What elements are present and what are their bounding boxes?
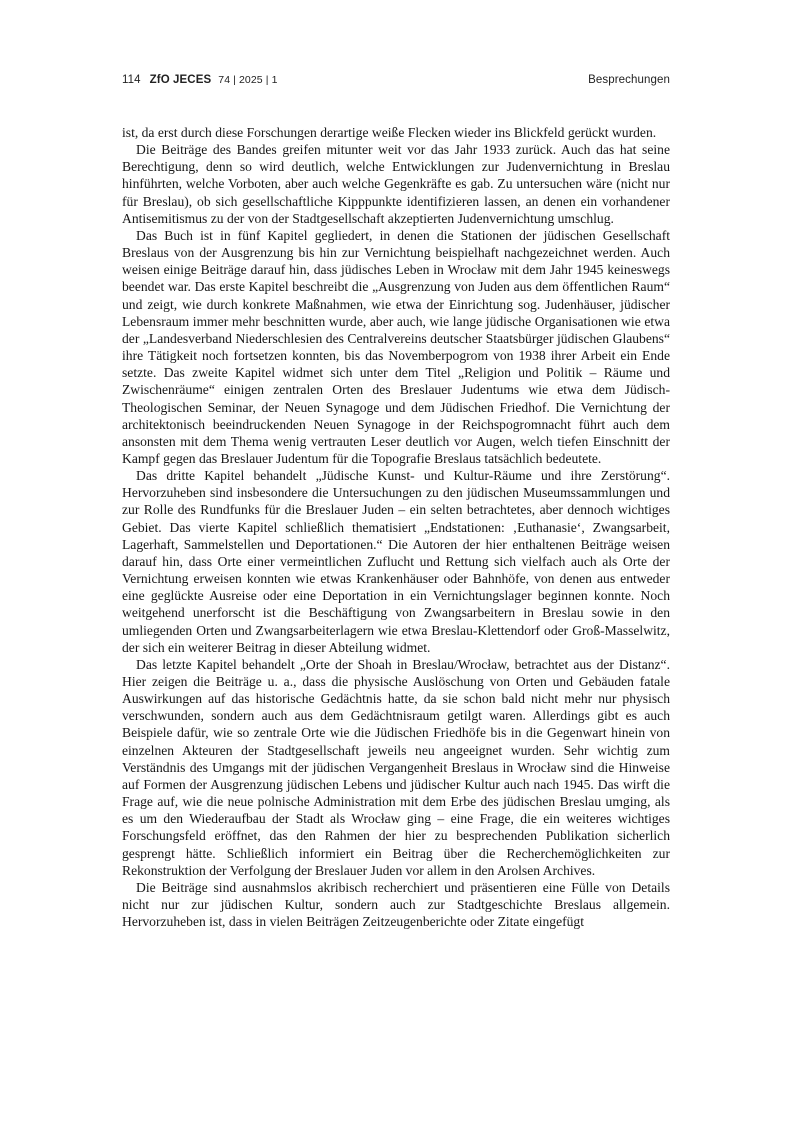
running-head-left (122, 74, 278, 86)
section-title: Besprechungen (588, 74, 670, 86)
journal-title: ZfO JECES (149, 74, 212, 86)
page-number: 114 (122, 74, 141, 86)
paragraph: Die Beiträge sind ausnahmslos akribisch recherchiert und präsentieren eine Fülle von Details nicht nur zur jüdischen Kultur, sondern auch zur Stadtgeschichte Breslaus allgemein. Hervorzuheben ist, dass in vielen Beiträgen Zeitzeugenberichte oder Zitate eingefügt (122, 879, 670, 930)
paragraph: Das dritte Kapitel behandelt „Jüdische Kunst- und Kultur-Räume und ihre Zerstörung“. Hervorzuheben sind insbesondere die Untersuchungen zu den jüdischen Museumssammlungen und zur Rolle des Rundfunks für die Breslauer Juden – ein selten betrachtetes, aber dennoch wichtiges Gebiet. Das vierte Kapitel schließlich thematisiert „Endstationen: ‚Euthanasie‘, Zwangsarbeit, Lagerhaft, Sammelstellen und Deportationen.“ Die Autoren der hier enthaltenen Beiträge weisen darauf hin, dass Orte einer vermeintlichen Zuflucht und Rettung sich vielfach auch als Orte der Vernichtung erweisen konnten wie etwas Krankenhäuser oder Bahnhöfe, von denen aus entweder eine geglückte Ausreise oder eine Deportation in ein Vernichtungslager beginnen konnte. Noch weitgehend unerforscht ist die Beschäftigung von Zwangsarbeitern in Breslau sowie in den umliegenden Orten und Zwangsarbeiterlagern wie etwa Breslau-Klettendorf oder Groß-Masselwitz, der sich ein weiterer Beitrag in dieser Abteilung widmet. (122, 468, 670, 655)
paragraph: Das letzte Kapitel behandelt „Orte der Shoah in Breslau/Wrocław, betrachtet aus der Distanz“. Hier zeigen die Beiträge u. a., dass die physische Auslöschung von Orten und Gebäuden fatale Auswirkungen auf das historische Gedächtnis hatte, da sie schon bald nicht mehr nur physisch verschwunden, sondern auch aus dem Gedächtnisraum getilgt waren. Allerdings gibt es auch Beispiele dafür, wie so zentrale Orte wie die Jüdischen Friedhöfe bis in die Gegenwart hinein von einzelnen Akteuren der Stadtgesellschaft jeweils neu angeeignet wurden. Sehr wichtig zum Verständnis des Umgangs mit der jüdischen Vergangenheit Breslaus in Wrocław sind die Hinweise auf Formen der Ausgrenzung jüdischen Lebens und jüdischer Kultur auch nach 1945. Das wirft die Frage auf, wie die neue polnische Administration mit dem Erbe des jüdischen Breslau umging, als es um den Wiederaufbau der Stadt als Wrocław ging – eine Frage, die ein weiteres wichtiges Forschungsfeld eröffnet, das den Rahmen der hier zu besprechenden Publikation sicherlich gesprengt hätte. Schließlich informiert ein Beitrag über die Recherchemöglichkeiten zur Rekonstruktion der Verfolgung der Breslauer Juden vor allem in den Arolsen Archives. (122, 656, 670, 878)
running-head (122, 74, 670, 90)
paragraph: Das Buch ist in fünf Kapitel gegliedert, in denen die Stationen der jüdischen Gesellschaft Breslaus von der Ausgrenzung bis hin zur Vernichtung beispielhaft nachgezeichnet werden. Auch weisen einige Beiträge darauf hin, dass jüdisches Leben in Wrocław mit dem Jahr 1945 keineswegs beendet war. Das erste Kapitel beschreibt die „Ausgrenzung von Juden aus dem öffentlichen Raum“ und zeigt, wie durch konkrete Maßnahmen, wie etwa der Einrichtung sog. Judenhäuser, jüdischer Lebensraum immer mehr beschnitten wurde, aber auch, wie lange jüdische Organisationen wie etwa der „Landesverband Niederschlesien des Centralvereins deutscher Staatsbürger jüdischen Glaubens“ ihre Tätigkeit noch fortsetzen konnten, bis das Novemberpogrom von 1938 ihrer Arbeit ein Ende setzte. Das zweite Kapitel widmet sich unter dem Titel „Religion und Politik – Räume und Zwischenräume“ einigen zentralen Orten des Breslauer Judentums wie etwa dem Jüdisch-Theologischen Seminar, der Neuen Synagoge und dem Jüdischen Friedhof. Die Vernichtung der architektonisch beeindruckenden Neuen Synagoge in der Reichspogromnacht führt auch dem ansonsten mit dem Thema wenig vertrauten Leser deutlich vor Augen, welch tiefen Einschnitt der Kampf gegen das Breslauer Judentum für die Topografie Breslaus tatsächlich bedeutete. (122, 227, 670, 466)
journal-volume: 74 | 2025 | 1 (218, 74, 278, 86)
article-body (122, 124, 670, 930)
paragraph-continuation: ist, da erst durch diese Forschungen derartige weiße Flecken wieder ins Blickfeld gerückt wurden. (122, 125, 657, 140)
paragraph: Die Beiträge des Bandes greifen mitunter weit vor das Jahr 1933 zurück. Auch das hat seine Berechtigung, denn so wird deutlich, welche Entwicklungen zur Judenvernichtung in Breslau hinführten, welche Vorboten, aber auch welche Gegenkräfte es gab. Zu untersuchen wäre (nicht nur für Breslau), ob sich gesellschaftliche Kipppunkte identifizieren lassen, an denen ein vorhandener Antisemitismus zu der von der Stadtgesellschaft akzeptierten Judenvernichtung umschlug. (122, 142, 670, 226)
